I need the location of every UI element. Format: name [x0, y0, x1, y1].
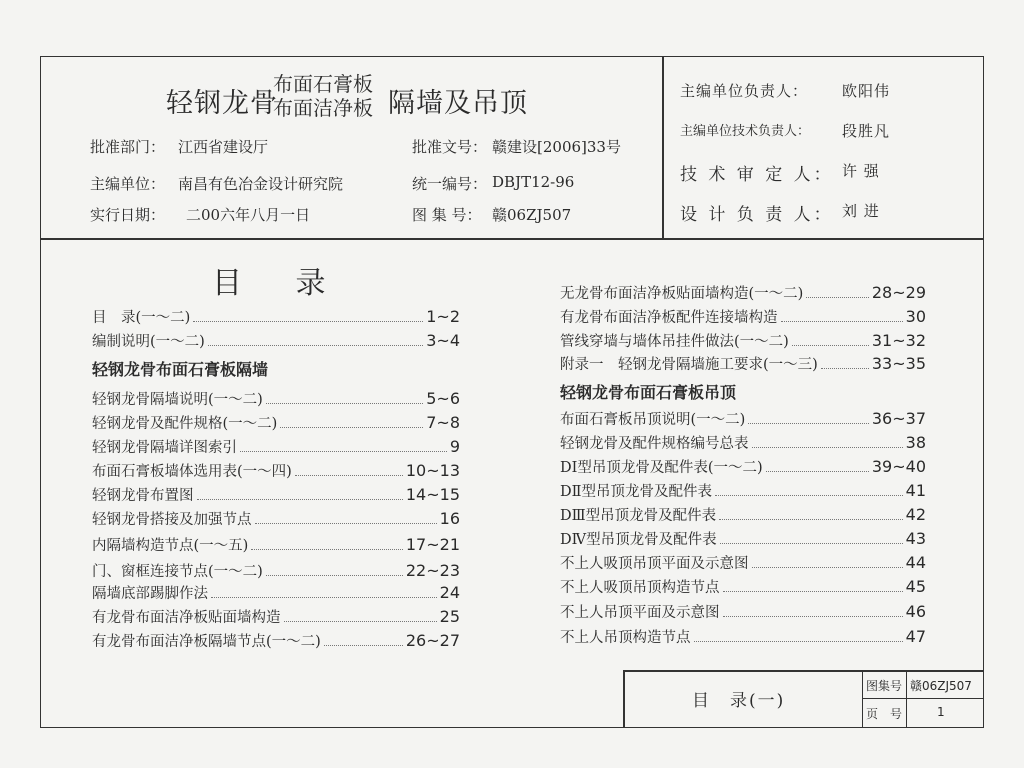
- atlas-no-label: 图 集 号：: [412, 206, 482, 224]
- responsible-label: 主编单位技术负责人：: [680, 124, 811, 139]
- toc-entry[interactable]: 轻钢龙骨搭接及加强节点 16: [92, 509, 460, 528]
- title-stack-top: 布面石膏板: [273, 72, 373, 96]
- toc-entry[interactable]: DⅣ型吊顶龙骨及配件表 43: [560, 529, 926, 548]
- toc-heading: 目 录: [212, 266, 348, 301]
- toc-entry[interactable]: 轻钢龙骨隔墙说明(一～二) 5~6: [92, 389, 460, 408]
- responsible-name: 欧阳伟: [842, 82, 891, 100]
- header-divider: [40, 238, 984, 240]
- toc-entry[interactable]: 布面石膏板吊顶说明(一～二) 36~37: [560, 409, 926, 428]
- toc-entry[interactable]: 附录一 轻钢龙骨隔墙施工要求(一～三) 33~35: [560, 354, 926, 373]
- approval-doc-label: 批准文号：: [412, 138, 488, 156]
- atlas-value: 赣06ZJ507: [910, 679, 972, 693]
- atlas-label: 图集号: [866, 679, 903, 693]
- toc-entry[interactable]: DⅡ型吊顶龙骨及配件表 41: [560, 481, 926, 500]
- effective-date-label: 实行日期：: [90, 206, 166, 224]
- toc-entry[interactable]: DⅢ型吊顶龙骨及配件表 42: [560, 505, 926, 524]
- toc-entry[interactable]: 有龙骨布面洁净板贴面墙构造 25: [92, 607, 460, 626]
- page-label: 页 号: [866, 707, 903, 721]
- title-block-left: [623, 670, 625, 728]
- responsible-name: 段胜凡: [842, 122, 891, 140]
- approval-dept-label: 批准部门：: [90, 138, 166, 156]
- title-block-row-divider: [862, 698, 984, 699]
- responsible-name: 刘 进: [842, 202, 880, 220]
- toc-entry[interactable]: 轻钢龙骨及配件规格编号总表 38: [560, 433, 926, 452]
- effective-date: 二00六年八月一日: [186, 206, 311, 224]
- toc-entry[interactable]: 轻钢龙骨隔墙详图索引 9: [92, 437, 460, 456]
- title-block-divider: [906, 670, 907, 728]
- editor-unit-label: 主编单位：: [90, 175, 166, 193]
- toc-entry[interactable]: DⅠ型吊顶龙骨及配件表(一～二) 39~40: [560, 457, 926, 476]
- toc-entry[interactable]: 布面石膏板墙体选用表(一～四) 10~13: [92, 461, 460, 480]
- atlas-no: 赣06ZJ507: [492, 206, 572, 224]
- toc-entry[interactable]: 内隔墙构造节点(一～五) 17~21: [92, 535, 460, 554]
- responsible-name: 许 强: [842, 162, 880, 180]
- serial-label: 统一编号：: [412, 175, 488, 193]
- toc-entry[interactable]: 管线穿墙与墙体吊挂件做法(一～二) 31~32: [560, 331, 926, 350]
- toc-section-heading: 轻钢龙骨布面石膏板隔墙: [92, 360, 269, 379]
- title-part1: 轻钢龙骨: [166, 88, 278, 119]
- title-block-divider: [862, 670, 863, 728]
- toc-entry[interactable]: 不上人吊顶构造节点 47: [560, 627, 926, 646]
- toc-entry[interactable]: 轻钢龙骨及配件规格(一～二) 7~8: [92, 413, 460, 432]
- sheet-title: 目 录(一): [692, 691, 786, 711]
- header-vertical-divider: [662, 56, 664, 239]
- toc-entry[interactable]: 有龙骨布面洁净板隔墙节点(一～二) 26~27: [92, 631, 460, 650]
- toc-section-heading: 轻钢龙骨布面石膏板吊顶: [560, 383, 737, 402]
- editor-unit: 南昌有色冶金设计研究院: [178, 175, 344, 193]
- page-value: 1: [937, 705, 945, 719]
- serial: DBJT12-96: [492, 173, 575, 191]
- approval-dept: 江西省建设厅: [178, 138, 269, 156]
- responsible-label: 主编单位负责人：: [680, 82, 809, 100]
- toc-entry[interactable]: 目 录(一～二) 1~2: [92, 307, 460, 326]
- toc-entry[interactable]: 门、窗框连接节点(一～二) 22~23: [92, 561, 460, 580]
- toc-entry[interactable]: 不上人吸顶吊顶平面及示意图 44: [560, 553, 926, 572]
- title-block-top: [623, 670, 984, 672]
- approval-doc: 赣建设[2006]33号: [492, 138, 621, 156]
- title-part2: 隔墙及吊顶: [388, 88, 528, 119]
- toc-entry[interactable]: 隔墙底部踢脚作法 24: [92, 583, 460, 602]
- toc-entry[interactable]: 不上人吊顶平面及示意图 46: [560, 602, 926, 621]
- toc-entry[interactable]: 有龙骨布面洁净板配件连接墙构造 30: [560, 307, 926, 326]
- toc-entry[interactable]: 不上人吸顶吊顶构造节点 45: [560, 577, 926, 596]
- toc-entry[interactable]: 无龙骨布面洁净板贴面墙构造(一～二) 28~29: [560, 283, 926, 302]
- responsible-label: 设 计 负 责 人：: [680, 205, 834, 225]
- responsible-label: 技 术 审 定 人：: [680, 165, 834, 185]
- toc-entry[interactable]: 编制说明(一～二) 3~4: [92, 331, 460, 350]
- toc-entry[interactable]: 轻钢龙骨布置图 14~15: [92, 485, 460, 504]
- title-stack-bottom: 布面洁净板: [273, 96, 373, 120]
- title-stack: [273, 72, 373, 120]
